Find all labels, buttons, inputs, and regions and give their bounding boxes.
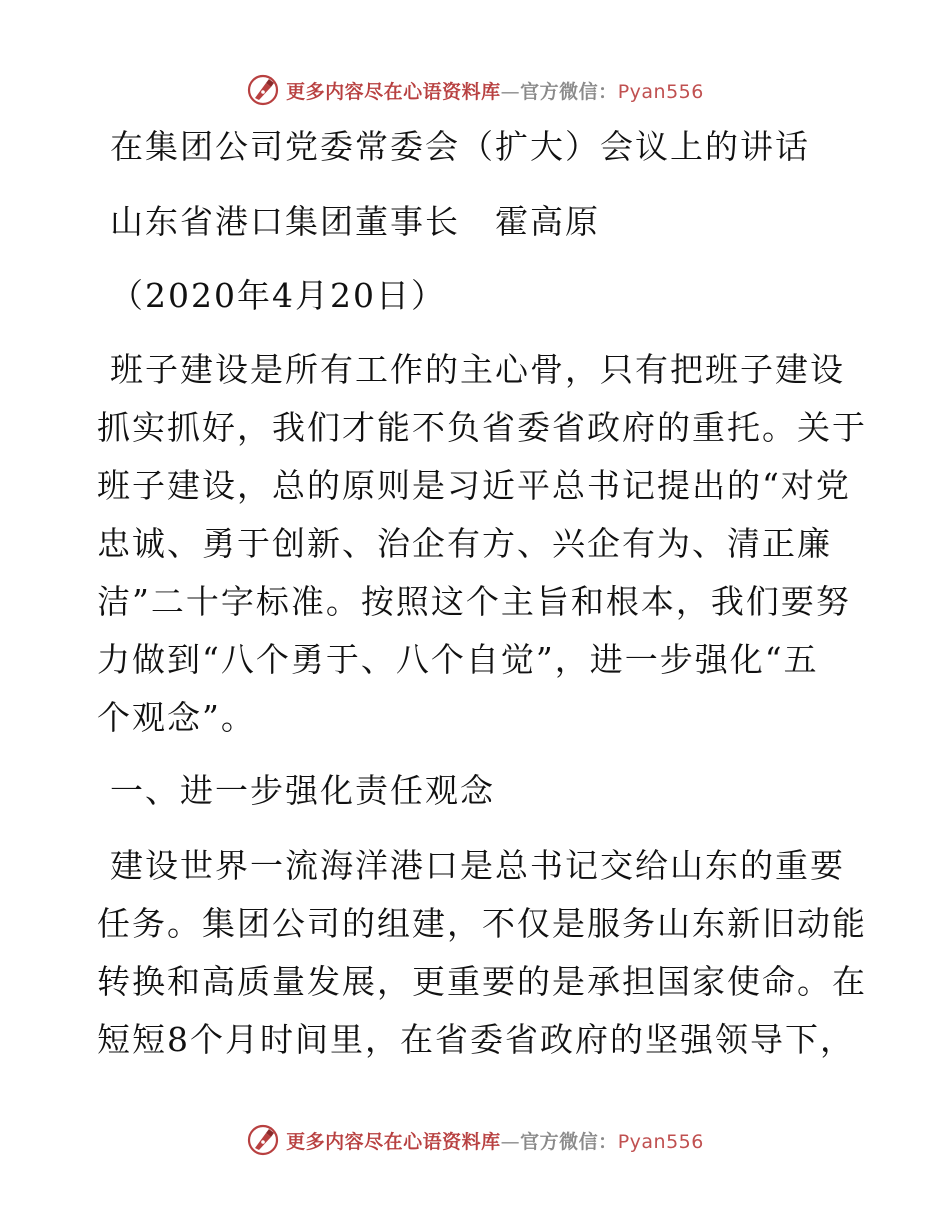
section-heading: 一、进一步强化责任观念 — [110, 771, 495, 810]
watermark-separator: — — [500, 80, 521, 103]
document-title: 在集团公司党委常委会（扩大）会议上的讲话 — [110, 127, 810, 166]
paragraph-line: 班子建设，总的原则是习近平总书记提出的“对党 — [97, 466, 851, 505]
watermark-main-text: 更多内容尽在心语资料库 — [286, 80, 501, 103]
watermark-wechat-label: 官方微信： — [520, 1130, 618, 1153]
paragraph-line: 建设世界一流海洋港口是总书记交给山东的重要 — [110, 846, 845, 885]
watermark-text — [286, 77, 704, 104]
document-date: （2020年4月20日） — [110, 276, 446, 315]
paragraph-line: 班子建设是所有工作的主心骨，只有把班子建设 — [110, 350, 845, 389]
watermark-separator: — — [500, 1130, 521, 1153]
paragraph-line: 个观念”。 — [97, 698, 256, 737]
paragraph-line: 抓实抓好，我们才能不负省委省政府的重托。关于 — [97, 408, 867, 447]
watermark-wechat-label: 官方微信： — [520, 80, 618, 103]
paragraph-line: 转换和高质量发展，更重要的是承担国家使命。在 — [97, 962, 867, 1001]
watermark-wechat-id: Pyan556 — [617, 1130, 704, 1153]
watermark-main-text: 更多内容尽在心语资料库 — [286, 1130, 501, 1153]
pen-nib-icon — [246, 73, 280, 107]
paragraph-line: 任务。集团公司的组建，不仅是服务山东新旧动能 — [97, 904, 867, 943]
paragraph-line: 洁”二十字标准。按照这个主旨和根本，我们要努 — [97, 582, 851, 621]
watermark-wechat-id: Pyan556 — [617, 80, 704, 103]
watermark-text — [286, 1127, 704, 1154]
paragraph-line: 力做到“八个勇于、八个自觉”，进一步强化“五 — [97, 640, 819, 679]
footer-watermark-banner — [0, 1120, 950, 1160]
header-watermark-banner — [0, 70, 950, 110]
document-author: 山东省港口集团董事长 霍高原 — [110, 202, 600, 241]
paragraph-line: 短短8个月时间里，在省委省政府的坚强领导下， — [97, 1020, 855, 1059]
paragraph-line: 忠诚、勇于创新、治企有方、兴企有为、清正廉 — [97, 524, 832, 563]
pen-nib-icon — [246, 1123, 280, 1157]
